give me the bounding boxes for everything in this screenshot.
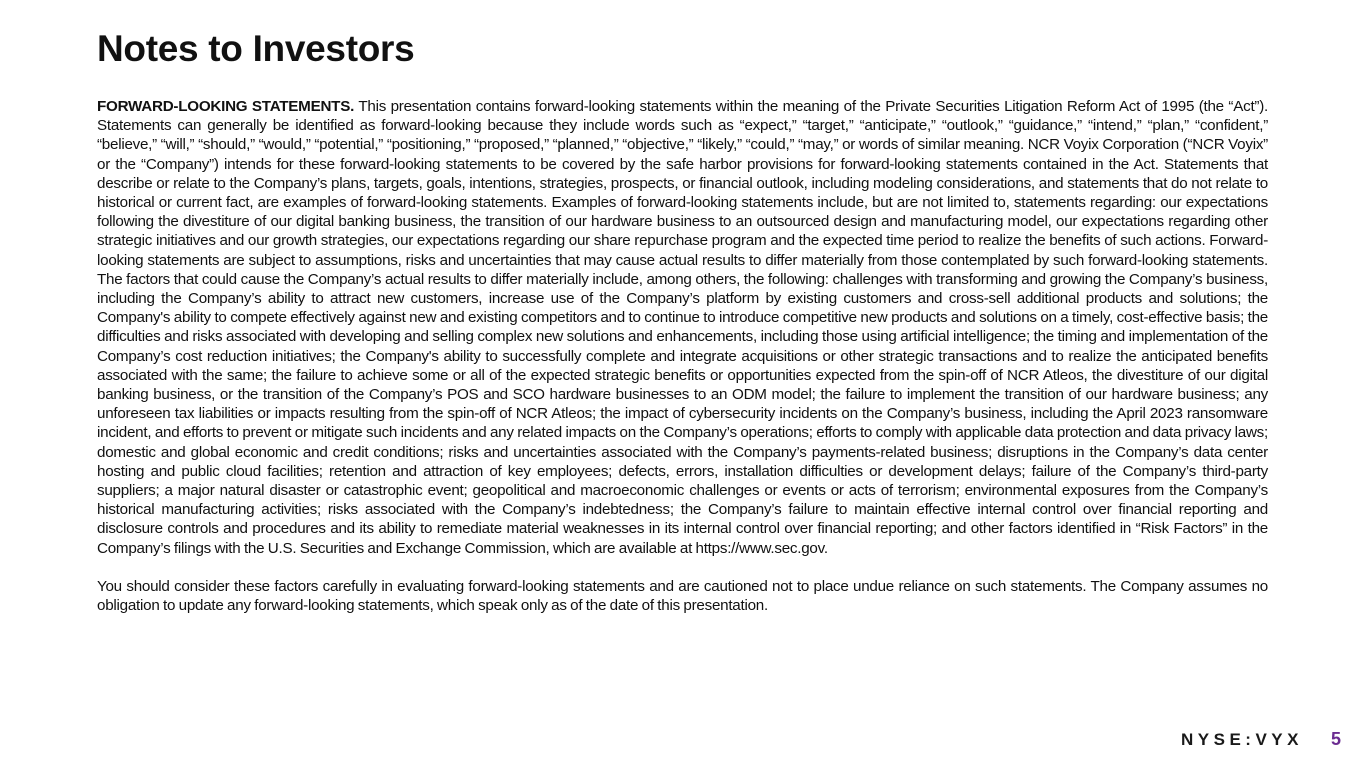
caution-paragraph: You should consider these factors carefully in evaluating forward-looking statements and are cautioned not to place undue reliance on such statements. The Company assumes no obligation to update any forward-looking statements, which speak only as of the date of this presentation.: [97, 577, 1268, 615]
page-number: 5: [1330, 729, 1341, 749]
forward-looking-statements-heading: FORWARD-LOOKING STATEMENTS.: [97, 98, 355, 115]
slide-footer: [1181, 729, 1341, 750]
slide-body: [97, 97, 1268, 615]
ticker-symbol: NYSE:VYX: [1181, 730, 1303, 749]
forward-looking-statements-text: This presentation contains forward-looking statements within the meaning of the Private Securities Litigation Reform Act of 1995 (the “Act”). Statements can generally be identified as forward-looking because they include words such as “expect,” “target,” “anticipate,” “outlook,” “guidance,” “intend,” “plan,” “confident,” “believe,” “will,” “should,” “would,” “potential,” “positioning,” “proposed,” “planned,” “objective,” “likely,” “could,” “may,” or words of similar meaning. NCR Voyix Corporation (“NCR Voyix” or the “Company”) intends for these forward-looking statements to be covered by the safe harbor provisions for forward-looking statements contained in the Act. Statements that describe or relate to the Company’s plans, targets, goals, intentions, strategies, prospects, or financial outlook, including modeling considerations, and statements that do not relate to historical or current fact, are examples of forward-looking statements. Examples of forward-looking statements include, but are not limited to, statements regarding: our expectations following the divestiture of our digital banking business, the transition of our hardware business to an outsourced design and manufacturing model, our expectations regarding other strategic initiatives and our growth strategies, our expectations regarding our share repurchase program and the expected time period to realize the benefits of such actions. Forward-looking statements are subject to assumptions, risks and uncertainties that may cause actual results to differ materially from those contemplated by such forward-looking statements. The factors that could cause the Company’s actual results to differ materially include, among others, the following: challenges with transforming and growing the Company’s business, including the Company’s ability to attract new customers, increase use of the Company’s platform by existing customers and cross-sell additional products and solutions; the Company's ability to compete effectively against new and existing competitors and to continue to introduce competitive new products and solutions on a timely, cost-effective basis; the difficulties and risks associated with developing and selling complex new solutions and enhancements, including those using artificial intelligence; the timing and implementation of the Company’s cost reduction initiatives; the Company's ability to successfully complete and integrate acquisitions or other strategic transactions and to realize the anticipated benefits associated with the same; the failure to achieve some or all of the expected strategic benefits or opportunities expected from the spin-off of NCR Atleos, the divestiture of our digital banking business, or the transition of the Company’s POS and SCO hardware businesses to an ODM model; the failure to implement the transition of our hardware business; any unforeseen tax liabilities or impacts resulting from the spin-off of NCR Atleos; the impact of cybersecurity incidents on the Company’s business, including the April 2023 ransomware incident, and efforts to prevent or mitigate such incidents and any related impacts on the Company’s operations; efforts to comply with applicable data protection and data privacy laws; domestic and global economic and credit conditions; risks and uncertainties associated with the Company’s payments-related business; disruptions in the Company’s data center hosting and public cloud facilities; retention and attraction of key employees; defects, errors, installation difficulties or development delays; failure of the Company’s third-party suppliers; a major natural disaster or catastrophic event; geopolitical and macroeconomic challenges or events or acts of terrorism; environmental exposures from the Company’s historical manufacturing activities; risks associated with the Company’s indebtedness; the Company’s failure to maintain effective internal control over financial reporting and disclosure controls and procedures and its ability to remediate material weaknesses in its internal control over financial reporting; and other factors identified in “Risk Factors” in the Company’s filings with the U.S. Securities and Exchange Commission, which are available at https://www.sec.gov.: [97, 98, 1268, 557]
slide-title: Notes to Investors: [97, 28, 415, 69]
forward-looking-statements-paragraph: [97, 97, 1268, 558]
